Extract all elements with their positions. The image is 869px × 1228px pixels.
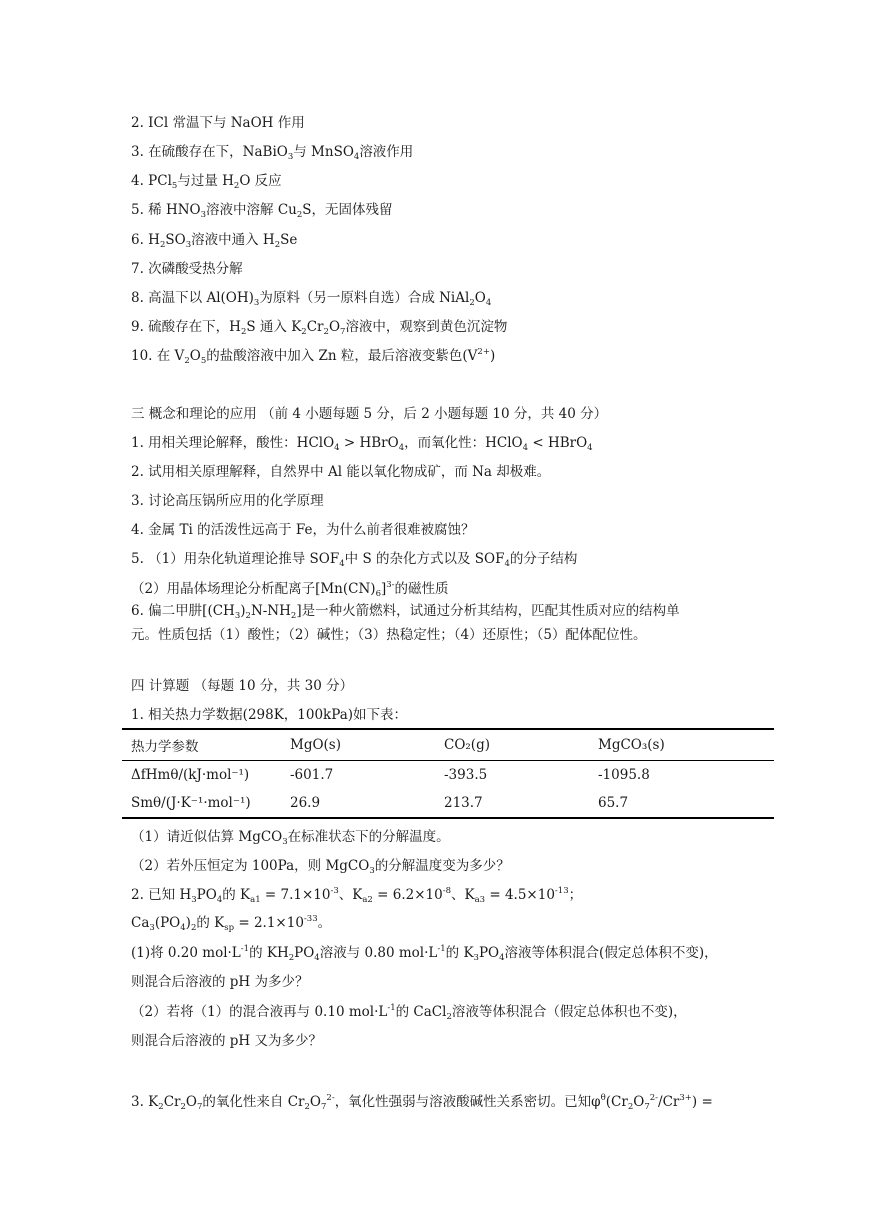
superscript: -33 (303, 914, 318, 924)
text-run: 4. PCl (131, 173, 172, 189)
subscript: 5 (171, 181, 178, 191)
text-run: 的 K (222, 887, 251, 903)
text-run: ) (240, 603, 246, 619)
superscript: θ (600, 1093, 606, 1103)
subscript: 2 (180, 1102, 186, 1112)
text-run: 3. 讨论高压锅所应用的化学原理 (131, 493, 324, 509)
text-run: Ca (131, 915, 150, 931)
text-run: O 反应 (239, 173, 282, 189)
table-header-cell: MgO(s) (281, 729, 435, 761)
superscript: -3 (330, 886, 339, 896)
text-run: 的分解温度变为多少？ (374, 858, 510, 874)
text-run: （2）若外压恒定为 100Pa，则 MgCO (131, 858, 370, 874)
text-run: O (474, 290, 486, 306)
text-run: = 6.2×10 (372, 887, 443, 903)
text-run: /Cr (658, 1094, 680, 1110)
subscript: a1 (250, 895, 261, 905)
subscript: 2 (274, 240, 281, 250)
subscript: 4 (522, 443, 529, 453)
table-header-cell: MgCO₃(s) (589, 729, 774, 761)
text-run: 溶液中，观察到黄色沉淀物 (345, 319, 508, 335)
text-run: ，氧化性强弱与溶液酸碱性关系密切。已知φ (334, 1094, 601, 1110)
superscript: -1 (240, 944, 250, 954)
subscript: 6 (375, 589, 381, 599)
text-run: 溶液等体积混合（假定总体积也不变)， (451, 1004, 687, 1020)
subscript: 4 (314, 953, 320, 963)
subscript: 7 (196, 1102, 203, 1112)
superscript: 2+ (477, 347, 490, 357)
table-row-label: Smθ/(J·K⁻¹·mol⁻¹) (122, 789, 281, 818)
text-run: 在标准状态下的分解温度。 (287, 829, 450, 845)
superscript: 2- (649, 1093, 659, 1103)
superscript: -13 (554, 886, 569, 896)
subscript: 3 (191, 895, 197, 905)
table-row (122, 789, 774, 818)
q1-intro: 1. 相关热力学数据(298K，100kPa)如下表： (131, 707, 408, 723)
table-cell: -601.7 (290, 767, 334, 783)
text-run: O (328, 319, 341, 335)
subscript: 2 (158, 1102, 164, 1112)
text-run: O (185, 1094, 197, 1110)
text-run: N-NH (250, 603, 291, 619)
text-run: 的 KH (249, 945, 289, 961)
text-run: 1. 用相关理论解释，酸性：HClO (131, 435, 335, 451)
text-run: 2. 已知 H (131, 887, 192, 903)
text-run: 的 K (196, 915, 225, 931)
thermo-data-table (122, 728, 774, 819)
text-run: 溶液中通入 H (191, 232, 275, 248)
text-run: 、K (338, 887, 363, 903)
text-run: S，无固体残留 (302, 202, 393, 218)
subscript: 2 (190, 923, 197, 933)
subscript: 2 (301, 327, 307, 337)
item-ii-8 (131, 289, 491, 309)
subscript: 2 (184, 356, 190, 366)
subscript: 4 (334, 443, 340, 453)
subscript: 4 (339, 559, 345, 569)
text-run: 元。性质包括（1）酸性；（2）碱性；（3）热稳定性；（4）还原性；（5）配体配位性。 (131, 627, 647, 643)
subscript: a2 (362, 895, 373, 905)
item-iii-5-2 (131, 580, 449, 600)
table-header-cell: 热力学参数 (122, 729, 281, 761)
item-ii-5 (131, 201, 393, 221)
item-ii-2 (131, 114, 305, 132)
text-run: S 通入 K (246, 319, 302, 335)
table-cell: 65.7 (589, 789, 774, 818)
superscript: 3- (386, 580, 395, 590)
text-run: 5. （1）用杂化轨道理论推导 SOF (131, 551, 340, 567)
item-iii-3 (131, 492, 324, 510)
subscript: 7 (340, 327, 346, 337)
text-run: PO (196, 887, 217, 903)
q2-part2-line1 (131, 1003, 687, 1023)
text-run: 6. H (131, 232, 160, 248)
subscript: 3 (185, 240, 192, 250)
table-cell: -1095.8 (598, 767, 650, 783)
q2-line2 (131, 914, 331, 934)
text-run: ) = (691, 1094, 713, 1110)
text-run: = 7.1×10 (260, 887, 331, 903)
item-iii-6-line1 (131, 602, 680, 622)
text-run: （2）用晶体场理论分析配离子[Mn(CN) (131, 581, 376, 597)
text-run: Cr (163, 1094, 181, 1110)
text-run: = 4.5×10 (485, 887, 555, 903)
subscript: 4 (485, 298, 492, 308)
text-run: 溶液等体积混合(假定总体积不变)， (504, 945, 718, 961)
table-cell: 213.7 (435, 789, 589, 818)
text-run: 4. 金属 Ti 的活泼性远高于 Fe，为什么前者很难被腐蚀？ (131, 522, 475, 538)
q3-line1 (131, 1093, 713, 1113)
subscript: 4 (353, 152, 360, 162)
text-run: 的 K (445, 945, 474, 961)
text-run: 溶液与 0.80 mol·L (319, 945, 438, 961)
item-iii-4 (131, 521, 475, 539)
q2-line1 (131, 886, 582, 906)
text-run: 与过量 H (177, 173, 234, 189)
superscript: 2- (326, 1093, 335, 1103)
table-cell: 26.9 (281, 789, 435, 818)
subscript: 2 (323, 327, 329, 337)
text-run: PO (478, 945, 500, 961)
text-run: 溶液中溶解 Cu (206, 202, 297, 218)
text-run: ) (185, 915, 191, 931)
text-run: 。 (317, 915, 332, 931)
subscript: 2 (304, 1102, 310, 1112)
table-header-cell: CO₂(g) (435, 729, 589, 761)
text-run: 2. 试用相关原理解释，自然界中 Al 能以氧化物成矿，而 Na 却极难。 (131, 464, 551, 480)
subscript: 3 (287, 152, 294, 162)
subscript: 4 (499, 953, 505, 963)
text-run: 与 MnSO (293, 144, 354, 160)
text-run: Cr (306, 319, 324, 335)
text-run: 6. 偏二甲肼[(CH (131, 603, 235, 619)
text-run: < HBrO (528, 435, 588, 451)
q1-part2 (131, 857, 510, 877)
item-ii-4 (131, 172, 282, 192)
subscript: 2 (159, 240, 166, 250)
text-run: PO (294, 945, 315, 961)
subscript: 2 (245, 611, 251, 621)
superscript: -8 (442, 886, 451, 896)
text-run: (PO (154, 915, 181, 931)
item-ii-7 (131, 260, 243, 278)
text-run: 则混合后溶液的 pH 为多少？ (131, 974, 309, 990)
subscript: 2 (296, 210, 303, 220)
subscript: sp (224, 923, 235, 933)
subscript: 3 (200, 210, 207, 220)
text-run: （2）若将（1）的混合液再与 0.10 mol·L (131, 1004, 388, 1020)
subscript: 2 (446, 1012, 452, 1022)
table-header-row (122, 729, 774, 761)
superscript: -1 (437, 944, 446, 954)
subscript: 3 (234, 611, 241, 621)
text-run: 7. 次磷酸受热分解 (131, 261, 243, 277)
text-run: ] (380, 581, 387, 597)
item-iii-6-line2 (131, 626, 646, 644)
subscript: 4 (180, 923, 186, 933)
text-run: 5. 稀 HNO (131, 202, 201, 218)
table-row-label: ΔfHmθ/(kJ·mol⁻¹) (131, 767, 250, 783)
item-ii-6 (131, 231, 297, 251)
text-run: 的氧化性来自 Cr (202, 1094, 305, 1110)
text-run: 则混合后溶液的 pH 又为多少？ (131, 1033, 322, 1049)
text-run: ，而氧化性：HClO (404, 435, 523, 451)
text-run: (Cr (605, 1094, 628, 1110)
subscript: 3 (253, 298, 260, 308)
subscript: 2 (627, 1102, 634, 1112)
item-iii-5-1 (131, 550, 577, 570)
text-run: 的盐酸溶液中加入 Zn 粒，最后溶液变紫色(V (206, 348, 478, 364)
subscript: 2 (240, 327, 247, 337)
subscript: 7 (644, 1102, 650, 1112)
text-run: 中 S 的杂化方式以及 SOF (344, 551, 505, 567)
text-run: 为原料（另一原料自选）合成 NiAl (259, 290, 470, 306)
subscript: 7 (320, 1102, 327, 1112)
text-run: 2. ICl 常温下与 NaOH 作用 (131, 115, 305, 131)
q1-part1 (131, 828, 450, 848)
text-run: 3. K (131, 1094, 159, 1110)
subscript: 4 (504, 559, 510, 569)
text-run: 的分子结构 (509, 551, 578, 567)
item-ii-3 (131, 143, 413, 163)
text-run: 的磁性质 (394, 581, 449, 597)
q2-part2-line2 (131, 1032, 322, 1050)
text-run: SO (165, 232, 186, 248)
item-iii-2 (131, 463, 550, 481)
text-run: O (189, 348, 201, 364)
subscript: 4 (398, 443, 405, 453)
subscript: 2 (288, 953, 295, 963)
subscript: 3 (282, 837, 288, 847)
subscript: 3 (149, 923, 155, 933)
text-run: (1)将 0.20 mol·L (131, 945, 241, 961)
text-run: > HBrO (339, 435, 399, 451)
subscript: 4 (216, 895, 223, 905)
text-run: Se (280, 232, 298, 248)
subscript: 3 (473, 953, 479, 963)
text-run: 溶液作用 (359, 144, 414, 160)
text-run: O (633, 1094, 645, 1110)
subscript: 3 (369, 866, 375, 876)
subscript: a3 (474, 895, 486, 905)
superscript: 3+ (679, 1093, 692, 1103)
text-run: 、K (450, 887, 475, 903)
subscript: 4 (587, 443, 593, 453)
section-iii-title: 三 概念和理论的应用 （前 4 小题每题 5 分，后 2 小题每题 10 分，共 40 分） (131, 406, 608, 422)
table-cell: -393.5 (444, 767, 488, 783)
q2-part1-line1 (131, 944, 718, 964)
q2-part1-line2 (131, 973, 309, 991)
superscript: -1 (387, 1003, 396, 1013)
table-row (122, 761, 774, 790)
subscript: 5 (200, 356, 207, 366)
text-run: ) (489, 348, 496, 364)
text-run: ]是一种火箭燃料，试通过分析其结构，匹配其性质对应的结构单 (296, 603, 680, 619)
text-run: 的 CaCl (395, 1004, 447, 1020)
text-run: （1）请近似估算 MgCO (131, 829, 283, 845)
text-run: 9. 硫酸存在下，H (131, 319, 241, 335)
item-iii-1 (131, 434, 593, 454)
text-run: 10. 在 V (131, 348, 185, 364)
subscript: 2 (469, 298, 475, 308)
text-run: ； (568, 887, 583, 903)
item-ii-9 (131, 318, 507, 338)
text-run: = 2.1×10 (234, 915, 304, 931)
item-ii-10 (131, 347, 495, 367)
text-run: 3. 在硫酸存在下，NaBiO (131, 144, 288, 160)
text-run: O (309, 1094, 321, 1110)
text-run: 8. 高温下以 Al(OH) (131, 290, 254, 306)
section-iv-title: 四 计算题 （每题 10 分，共 30 分） (131, 678, 354, 694)
subscript: 2 (233, 181, 240, 191)
subscript: 2 (290, 611, 297, 621)
